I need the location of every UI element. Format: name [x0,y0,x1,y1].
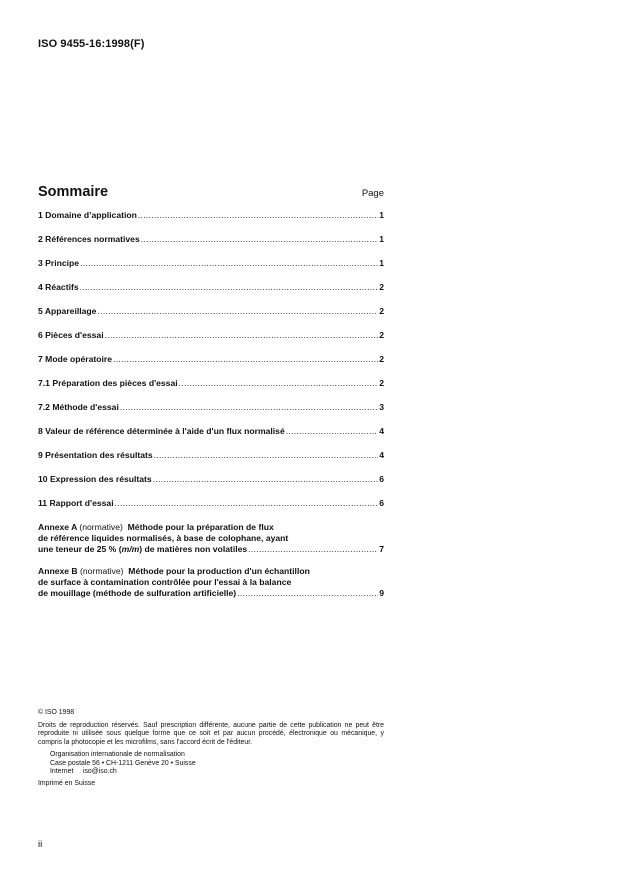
toc-entry[interactable] [38,450,384,474]
leader-dots [80,282,379,293]
leader-dots [179,378,379,389]
toc-entry-page: 2 [379,330,384,340]
annex-a-line2: de référence liquides normalisés, à base de colophane, ayant [38,533,289,543]
toc-entry-label: 6 Pièces d'essai [38,330,104,340]
toc-entry[interactable] [38,210,384,234]
toc-entry[interactable] [38,426,384,450]
leader-dots [113,354,378,365]
annex-a-label: Annexe A [38,522,77,532]
toc-entry-page: 2 [379,378,384,388]
toc-entry-label: 7.1 Préparation des pièces d'essai [38,378,178,388]
leader-dots [97,306,378,317]
annex-b-type: (normative) [80,566,124,576]
toc-entry[interactable] [38,354,384,378]
toc-entry[interactable] [38,282,384,306]
annex-b-title-line1: Méthode pour la production d'un échantillon [128,566,310,576]
annex-b-line2: de surface à contamination contrôlée pour l'essai à la balance [38,577,292,587]
toc-entry-page: 1 [379,258,384,268]
table-of-contents [38,184,384,610]
annex-b-label: Annexe B [38,566,78,576]
leader-dots [286,426,379,437]
copyright-line: © ISO 1998 [38,709,75,716]
toc-annex-b[interactable] [38,566,384,599]
page-number: ii [38,839,43,850]
annex-a-title-line1: Méthode pour la préparation de flux [127,522,274,532]
toc-entry[interactable] [38,330,384,354]
annex-a-line3: une teneur de 25 % (m/m) de matières non volatiles [38,544,248,554]
toc-heading-row [38,184,384,200]
toc-entry-page: 2 [379,306,384,316]
toc-entry[interactable] [38,474,384,498]
toc-entry-label: 2 Références normatives [38,234,140,244]
mass-fraction-unit: m/m [121,544,140,554]
toc-annex-a[interactable] [38,522,384,555]
rights-statement: Droits de reproduction réservés. Sauf prescription différente, aucune partie de cette publication ne peut être reproduite ni utilisée sous quelque forme que ce soit et par aucun procédé, électronique ou mécanique, y compris la photocopie et les microfilms, sans l'accord écrit de l'éditeur. [38,721,384,747]
toc-entry-page: 6 [379,498,384,508]
toc-entry-label: 1 Domaine d’application [38,210,137,220]
toc-page-label: Page [361,188,384,199]
leader-dots [141,234,378,245]
leader-dots [120,402,378,413]
document-id: ISO 9455-16:1998(F) [38,38,145,50]
toc-entry[interactable] [38,402,384,426]
toc-entry-label: 4 Réactifs [38,282,79,292]
toc-entry-page: 1 [379,234,384,244]
toc-title: Sommaire [38,184,109,200]
toc-entry-page: 6 [379,474,384,484]
toc-entry-label: 7.2 Méthode d'essai [38,402,119,412]
internet-address: Internet iso@iso.ch [50,768,117,776]
copyright-notice [38,709,384,789]
leader-dots [80,258,378,269]
toc-entry-label: 8 Valeur de référence déterminée à l'aide d'un flux normalisé [38,426,285,436]
leader-dots [154,450,379,461]
leader-dots [105,330,379,341]
postal-address: Case postale 56 • CH-1211 Genève 20 • Suisse [50,759,196,767]
printed-in: Imprimé en Suisse [38,779,96,787]
toc-entry[interactable] [38,306,384,330]
toc-entry-page: 9 [379,588,384,598]
toc-entry-page: 4 [379,426,384,436]
leader-dots [153,474,379,485]
toc-entry-page: 2 [379,282,384,292]
leader-dots [138,210,378,221]
annex-a-type: (normative) [79,522,123,532]
toc-entry-label: 10 Expression des résultats [38,474,152,484]
toc-entry-label: 9 Présentation des résultats [38,450,153,460]
organisation-name: Organisation internationale de normalisation [50,750,185,758]
leader-dots [237,588,378,599]
toc-entry-label: 7 Mode opératoire [38,354,113,364]
toc-entry-page: 4 [379,450,384,460]
toc-entry[interactable] [38,498,384,522]
toc-entry-page: 3 [379,402,384,412]
toc-entry[interactable] [38,258,384,282]
toc-entry-label: 11 Rapport d'essai [38,498,114,508]
toc-entry-page: 2 [379,354,384,364]
toc-entry-page: 1 [379,210,384,220]
toc-entry-page: 7 [379,544,384,554]
leader-dots [115,498,379,509]
toc-entry-label: 3 Principe [38,258,80,268]
publisher-address [38,751,384,777]
leader-dots [248,544,378,555]
toc-entry[interactable] [38,234,384,258]
toc-entry-label: 5 Appareillage [38,306,97,316]
annex-b-line3: de mouillage (méthode de sulfuration artificielle) [38,588,237,598]
toc-entry[interactable] [38,378,384,402]
